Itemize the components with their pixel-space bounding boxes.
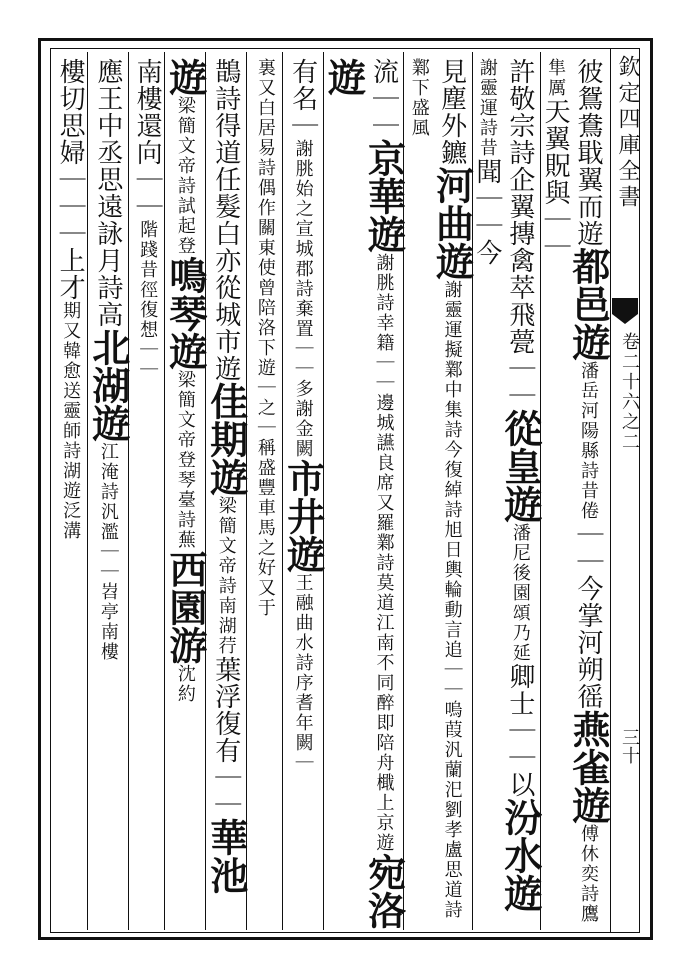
- column-text: [251, 58, 278, 930]
- entry-heading: 宛洛遊: [321, 58, 407, 929]
- body-text: 葉浮復有｜｜: [210, 656, 241, 818]
- text-column: [203, 52, 249, 930]
- annotation-text: 階踐昔徑復想｜｜: [137, 220, 159, 380]
- annotation-text: 傅休奕詩鷹隼厲: [545, 58, 599, 924]
- annotation-text: 謝朓詩幸籍｜｜邊城讌良席又羅鄴: [373, 253, 395, 553]
- entry-heading: 北湖遊: [85, 328, 131, 442]
- entry-heading: 華池: [203, 818, 249, 894]
- entry-heading: 汾水遊: [497, 798, 543, 912]
- fish-tail-mark: [612, 298, 638, 314]
- entry-heading: 佳期遊: [203, 382, 249, 496]
- column-text: [203, 58, 249, 930]
- book-title: 欽定四庫全書: [615, 55, 640, 211]
- text-column: [403, 52, 475, 930]
- body-text: 彼鴛鴦戢翼而遊: [573, 58, 603, 247]
- body-text: 應王中丞思遠詠月詩高: [92, 58, 123, 328]
- body-text: 許敬宗詩企翼摶: [504, 58, 535, 247]
- annotation-text: 江淹詩汎濫｜｜: [97, 442, 119, 582]
- annotation-text: 梁簡文帝詩南湖荇: [215, 496, 237, 656]
- text-column: [321, 52, 407, 930]
- annotation-text: 期又韓愈送靈師詩湖遊泛溝: [60, 301, 82, 541]
- column-text: [55, 58, 86, 930]
- text-column: [52, 52, 87, 930]
- column-text: [404, 58, 475, 930]
- annotation-text: 謝靈運詩昔: [476, 58, 498, 158]
- body-text: 有名｜: [287, 58, 318, 139]
- annotation-text: 潘岳河陽縣詩昔倦: [578, 361, 599, 521]
- text-column: [85, 52, 131, 930]
- column-text: [471, 58, 543, 930]
- volume-title: 卷二十六之二: [619, 332, 640, 452]
- text-columns: [52, 52, 611, 930]
- entry-heading: 京華遊: [361, 139, 407, 253]
- entry-heading: 燕雀遊: [566, 710, 611, 824]
- annotation-text: 梁簡文帝詩試起登: [174, 96, 196, 256]
- body-text: 聞｜｜今: [471, 158, 502, 266]
- annotation-text: 岧亭南樓: [97, 582, 119, 662]
- body-text: 見塵外鑣: [436, 58, 467, 166]
- annotation-text: 序耆年闕｜: [292, 673, 314, 773]
- body-text: ｜｜今掌河朔徭: [573, 521, 603, 710]
- annotation-text: 梁簡文帝登琴臺詩蕪: [174, 370, 196, 550]
- page-number: 三十: [619, 728, 640, 764]
- entry-heading: 河曲遊: [429, 166, 475, 280]
- annotation-text: 綽詩旭日輿輪動言追｜｜嗚葭汎蘭汜劉孝: [441, 480, 463, 840]
- column-text: [540, 58, 611, 930]
- annotation-text: 詩莫道江南不同醉即陪舟檝上京遊: [373, 553, 395, 853]
- entry-heading: 從皇遊: [497, 409, 543, 523]
- text-column: [246, 52, 282, 930]
- body-text: 樓切思婦｜｜｜上才: [55, 58, 86, 301]
- body-text: 卿士｜｜以: [504, 663, 535, 798]
- entry-heading: 遊: [162, 58, 208, 96]
- text-column: [471, 52, 543, 930]
- body-text: 鵲詩得道任髮白亦從城市遊: [210, 58, 241, 382]
- entry-heading: 西園游: [162, 550, 208, 664]
- annotation-text: 裏又白居易詩偶作關東使曾陪洛下遊: [254, 58, 276, 378]
- column-text: [85, 58, 131, 930]
- annotation-text: 盧思道詩鄴下盛風: [408, 58, 463, 920]
- text-column: [540, 52, 611, 930]
- body-text: 南樓還向｜｜: [132, 58, 163, 220]
- body-text: 流｜｜: [368, 58, 399, 139]
- annotation-text: 謝靈運擬鄴中集詩今復: [441, 280, 463, 480]
- column-text: [162, 58, 208, 930]
- body-text: 天翼貺與｜｜: [540, 98, 571, 260]
- entry-heading: 市井遊: [280, 459, 326, 573]
- annotation-text: 王融曲水詩: [292, 573, 314, 673]
- entry-heading: 都邑遊: [566, 247, 611, 361]
- column-text: [280, 58, 326, 930]
- text-column: [280, 52, 326, 930]
- body-text: 禽萃飛甍｜｜: [504, 247, 535, 409]
- annotation-text: 沈約: [174, 664, 196, 704]
- column-text: [321, 58, 407, 930]
- annotation-text: 謝朓始之宣城郡詩棄置｜｜多謝金闕: [292, 139, 314, 459]
- column-text: [132, 58, 163, 930]
- entry-heading: 鳴琴遊: [162, 256, 208, 370]
- annotation-text: 潘尼後園頌乃延: [509, 523, 531, 663]
- text-column: [162, 52, 208, 930]
- text-column: [128, 52, 164, 930]
- annotation-text: ｜之｜稱盛豐車馬之好又于: [254, 378, 276, 618]
